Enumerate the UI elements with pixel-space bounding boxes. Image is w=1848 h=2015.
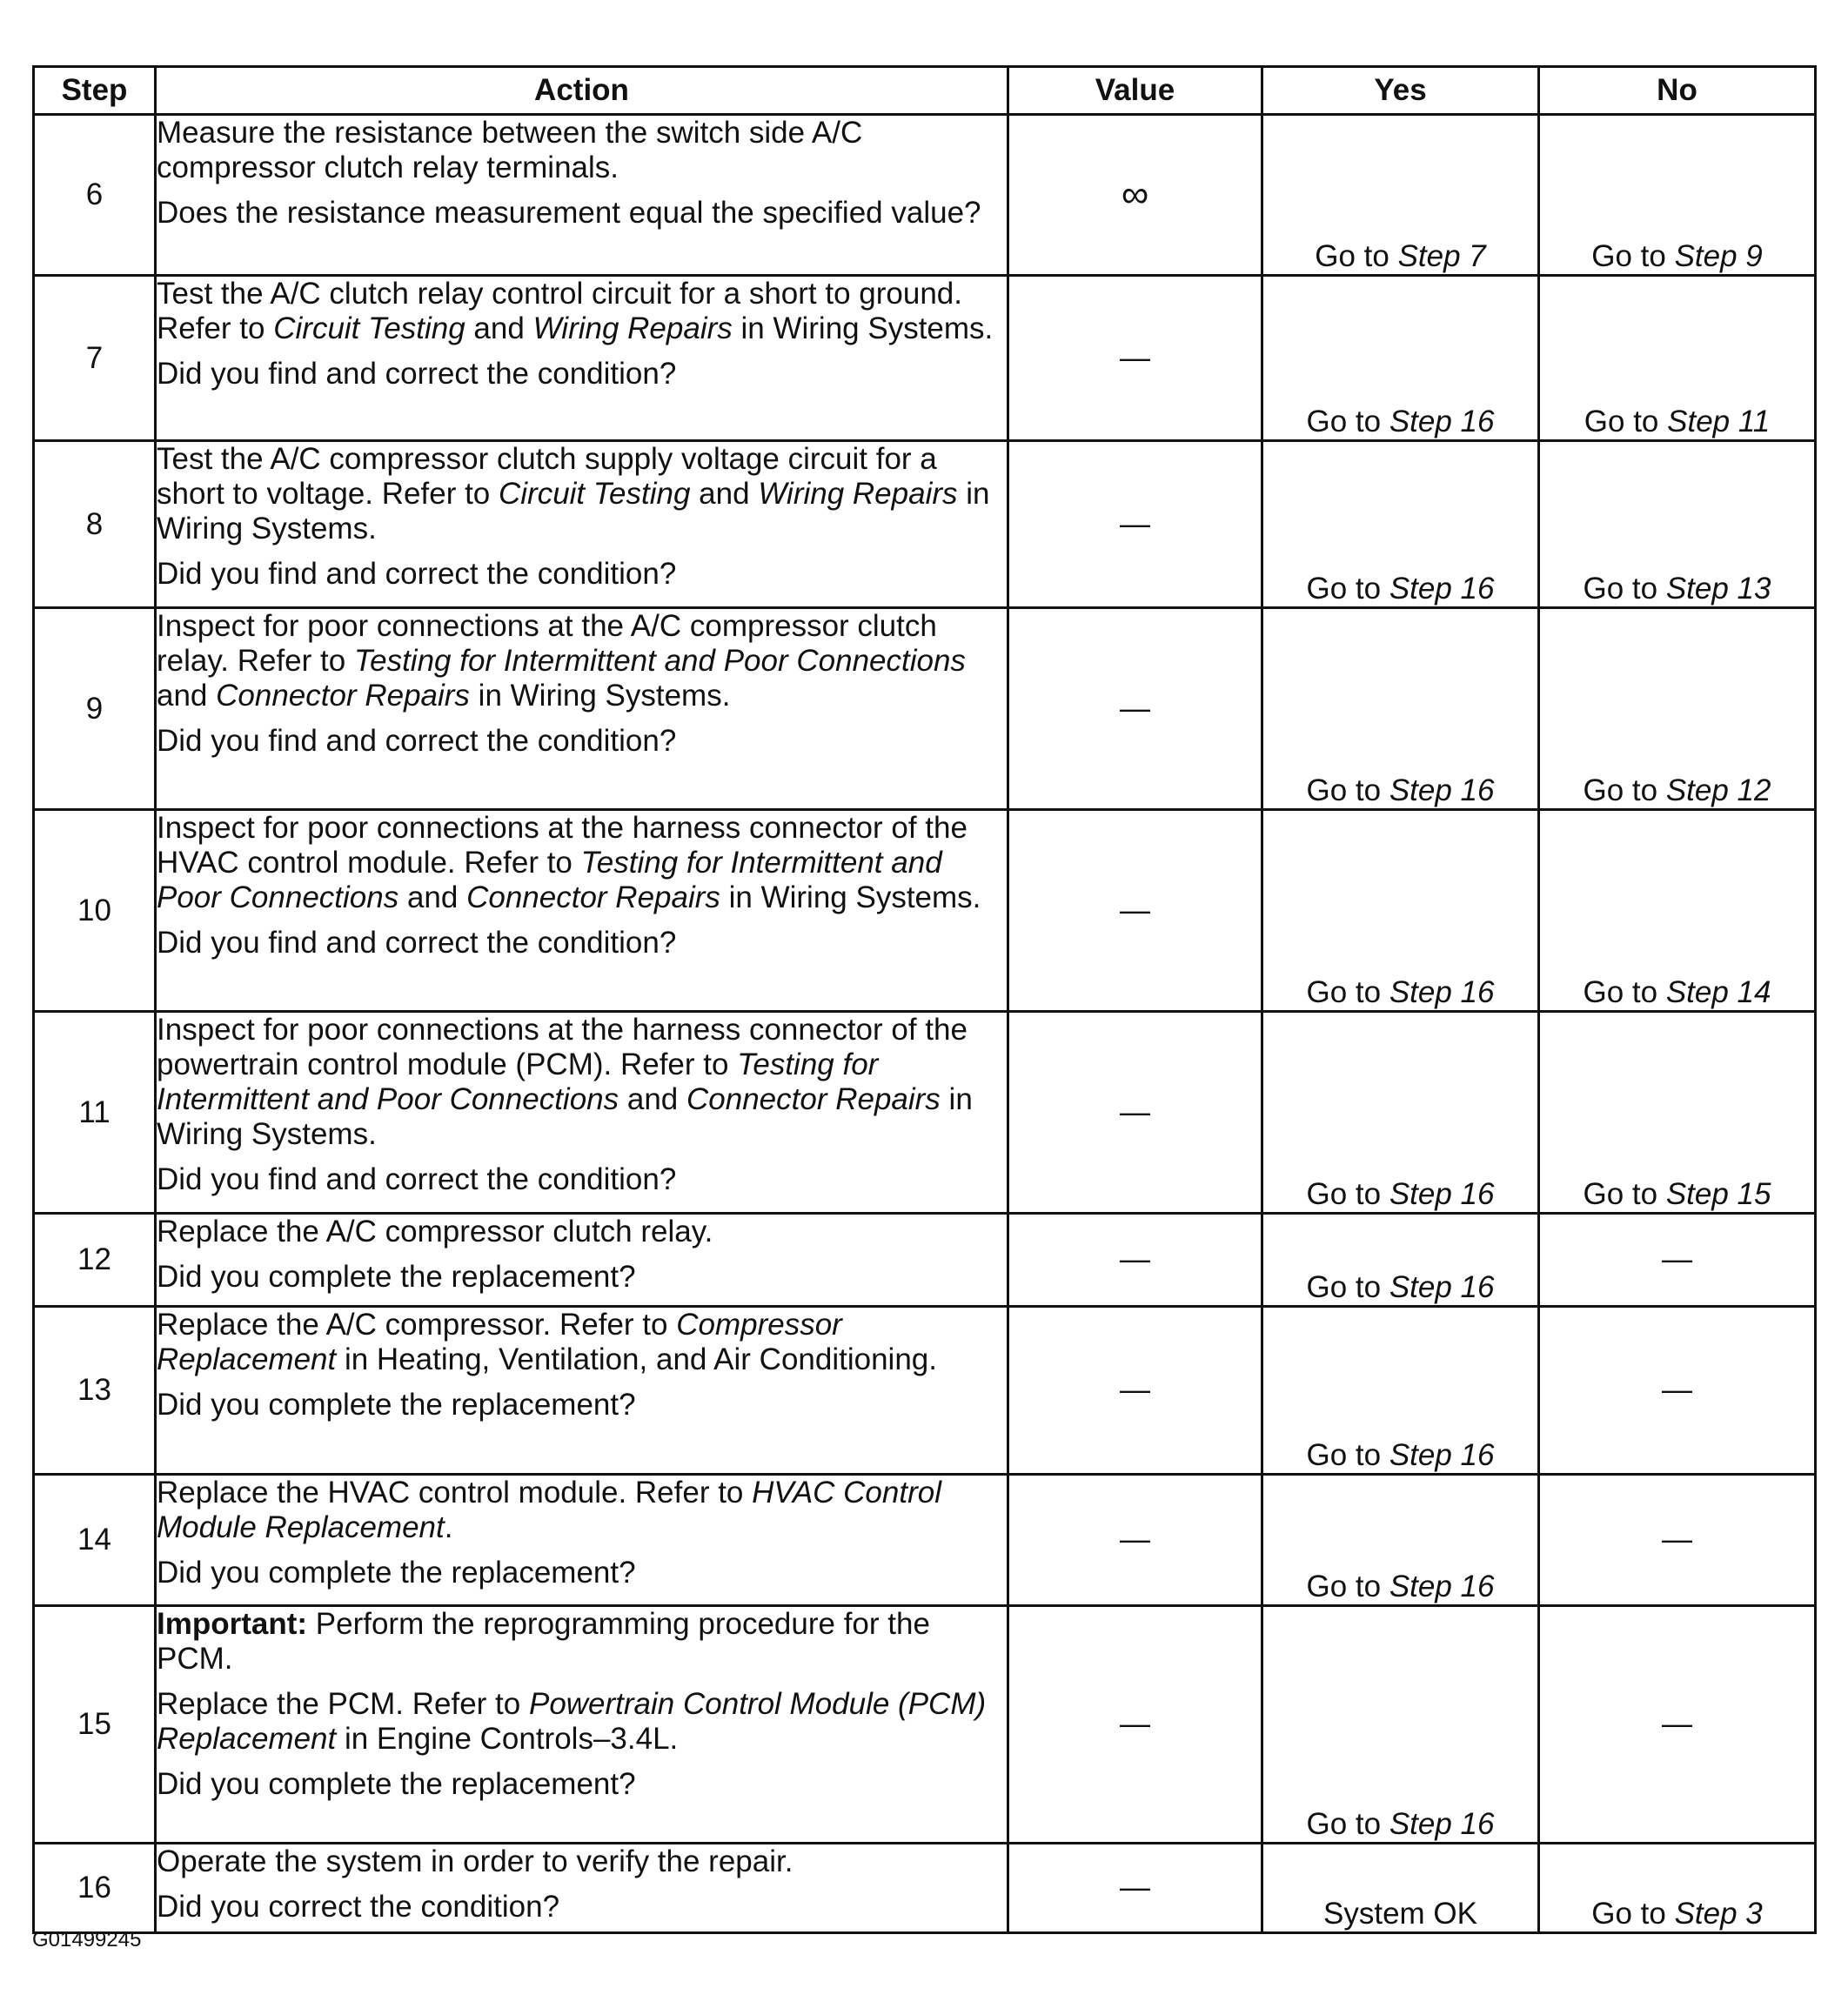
action-text: Inspect for poor connections at the A/C compressor clutch relay. Refer to: [157, 609, 937, 678]
action-text: Replace the PCM. Refer to: [157, 1687, 529, 1721]
yes-go-to-label: Go to: [1306, 1807, 1389, 1841]
action-text: Did you complete the replacement?: [157, 1260, 636, 1294]
header-row: [34, 67, 1816, 115]
action-paragraph: [157, 1687, 1007, 1757]
action-paragraph: [157, 1162, 1007, 1197]
no-dash: —: [1662, 1242, 1692, 1276]
action-text: in Wiring Systems.: [157, 1082, 973, 1151]
action-paragraph: [157, 926, 1007, 961]
action-paragraph: [157, 811, 1007, 915]
action-paragraph: [157, 609, 1007, 713]
action-text: Does the resistance measurement equal the specified value?: [157, 196, 981, 230]
value-cell: —: [1008, 1606, 1262, 1844]
action-text: Replace the HVAC control module. Refer to: [157, 1476, 753, 1510]
action-paragraph: [157, 116, 1007, 185]
no-cell: [1539, 1475, 1816, 1606]
no-go-to-label: Go to: [1591, 239, 1675, 273]
step-number: 6: [34, 115, 156, 276]
yes-step-ref: Step 7: [1397, 239, 1486, 273]
step-number: 9: [34, 608, 156, 810]
action-paragraph: [157, 1476, 1007, 1545]
action-paragraph: [157, 557, 1007, 592]
action-reference-text: Powertrain Control Module (PCM) Replacement: [157, 1687, 987, 1756]
action-text: and: [157, 679, 217, 713]
action-reference-text: HVAC Control Module Replacement: [157, 1476, 941, 1544]
no-cell: [1539, 441, 1816, 608]
no-dash: —: [1662, 1707, 1692, 1741]
no-go-to-label: Go to: [1583, 773, 1666, 807]
action-cell: [156, 1307, 1008, 1475]
action-paragraph: [157, 1607, 1007, 1677]
action-cell: [156, 1606, 1008, 1844]
no-cell: [1539, 1214, 1816, 1307]
yes-go-to-label: Go to: [1306, 405, 1389, 438]
no-go-to-label: Go to: [1583, 1177, 1666, 1211]
action-paragraph: [157, 277, 1007, 346]
table-row: [34, 1475, 1816, 1606]
yes-step-ref: Step 16: [1389, 572, 1495, 606]
action-paragraph: [157, 1260, 1007, 1295]
no-step-ref: Step 15: [1665, 1177, 1771, 1211]
step-number: 16: [34, 1844, 156, 1933]
no-cell: [1539, 115, 1816, 276]
value-cell: —: [1008, 1307, 1262, 1475]
figure-id: G01499245: [32, 1928, 142, 1951]
no-go-to-label: Go to: [1591, 1897, 1675, 1931]
action-paragraph: [157, 724, 1007, 759]
action-text: in Heating, Ventilation, and Air Conditioning.: [336, 1342, 937, 1376]
action-text: Did you complete the replacement?: [157, 1388, 636, 1422]
table-row: [34, 1606, 1816, 1844]
yes-cell: [1262, 1214, 1539, 1307]
action-reference-text: Connector Repairs: [466, 880, 720, 914]
step-number: 11: [34, 1012, 156, 1214]
yes-text: System OK: [1323, 1897, 1477, 1931]
step-number: 10: [34, 810, 156, 1012]
no-step-ref: Step 12: [1665, 773, 1771, 807]
no-cell: [1539, 1307, 1816, 1475]
value-cell: —: [1008, 608, 1262, 810]
action-text: in Wiring Systems.: [720, 880, 981, 914]
action-paragraph: [157, 1013, 1007, 1152]
yes-cell: [1262, 1475, 1539, 1606]
action-paragraph: [157, 442, 1007, 546]
yes-cell: [1262, 810, 1539, 1012]
action-text: Did you find and correct the condition?: [157, 557, 677, 591]
table-row: [34, 1214, 1816, 1307]
no-step-ref: Step 13: [1665, 572, 1771, 606]
action-cell: [156, 1475, 1008, 1606]
action-reference-text: Compressor Replacement: [157, 1308, 842, 1376]
yes-cell: [1262, 115, 1539, 276]
yes-step-ref: Step 16: [1389, 1570, 1495, 1603]
action-text: and: [690, 477, 759, 511]
action-reference-text: Circuit Testing: [498, 477, 691, 511]
yes-column-header: Yes: [1262, 67, 1539, 115]
action-cell: [156, 441, 1008, 608]
yes-step-ref: Step 16: [1389, 1177, 1495, 1211]
yes-step-ref: Step 16: [1389, 405, 1495, 438]
step-number: 8: [34, 441, 156, 608]
yes-cell: [1262, 1844, 1539, 1933]
action-text: Did you find and correct the condition?: [157, 357, 677, 391]
yes-step-ref: Step 16: [1389, 1270, 1495, 1304]
action-paragraph: [157, 196, 1007, 231]
action-text: Did you complete the replacement?: [157, 1767, 636, 1801]
action-paragraph: [157, 1215, 1007, 1249]
table-row: [34, 1844, 1816, 1933]
yes-step-ref: Step 16: [1389, 1807, 1495, 1841]
step-number: 12: [34, 1214, 156, 1307]
no-cell: [1539, 810, 1816, 1012]
action-reference-text: Wiring Repairs: [532, 311, 733, 345]
yes-cell: [1262, 608, 1539, 810]
no-go-to-label: Go to: [1584, 405, 1668, 438]
no-step-ref: Step 9: [1674, 239, 1763, 273]
action-cell: [156, 1844, 1008, 1933]
action-text: and: [465, 311, 533, 345]
yes-go-to-label: Go to: [1306, 1438, 1389, 1472]
no-step-ref: Step 11: [1667, 405, 1771, 438]
action-text: Did you correct the condition?: [157, 1890, 560, 1924]
action-text: and: [398, 880, 467, 914]
value-cell: ∞: [1008, 115, 1262, 276]
no-dash: —: [1662, 1523, 1692, 1556]
step-number: 14: [34, 1475, 156, 1606]
action-text: and: [619, 1082, 686, 1116]
yes-go-to-label: Go to: [1315, 239, 1398, 273]
yes-step-ref: Step 16: [1389, 1438, 1495, 1472]
action-text: Inspect for poor connections at the harness connector of the HVAC control module. Refer to: [157, 811, 968, 880]
yes-go-to-label: Go to: [1306, 1270, 1389, 1304]
action-paragraph: [157, 1890, 1007, 1925]
action-cell: [156, 1214, 1008, 1307]
table-row: [34, 810, 1816, 1012]
no-dash: —: [1662, 1373, 1692, 1407]
yes-cell: [1262, 1307, 1539, 1475]
yes-cell: [1262, 276, 1539, 441]
yes-cell: [1262, 1012, 1539, 1214]
value-column-header: Value: [1008, 67, 1262, 115]
action-paragraph: [157, 357, 1007, 392]
yes-cell: [1262, 441, 1539, 608]
action-text: Test the A/C clutch relay control circuit for a short to ground. Refer to: [157, 277, 962, 345]
action-reference-text: Testing for Intermittent and Poor Connections: [157, 846, 942, 914]
no-cell: [1539, 1844, 1816, 1933]
yes-go-to-label: Go to: [1306, 975, 1389, 1009]
action-text: in Wiring Systems.: [157, 477, 990, 546]
table-row: [34, 1012, 1816, 1214]
yes-go-to-label: Go to: [1306, 1177, 1389, 1211]
no-go-to-label: Go to: [1583, 572, 1666, 606]
action-cell: [156, 810, 1008, 1012]
action-paragraph: [157, 1767, 1007, 1802]
action-column-header: Action: [156, 67, 1008, 115]
action-text: .: [444, 1510, 453, 1544]
no-cell: [1539, 608, 1816, 810]
action-reference-text: Connector Repairs: [216, 679, 470, 713]
no-cell: [1539, 1012, 1816, 1214]
action-reference-text: Connector Repairs: [686, 1082, 941, 1116]
no-column-header: No: [1539, 67, 1816, 115]
value-cell: —: [1008, 1012, 1262, 1214]
yes-go-to-label: Go to: [1306, 1570, 1389, 1603]
action-text: in Wiring Systems.: [732, 311, 994, 345]
table-row: [34, 608, 1816, 810]
value-cell: —: [1008, 1475, 1262, 1606]
action-reference-text: Testing for Intermittent and Poor Connections: [157, 1048, 879, 1116]
action-text: Did you find and correct the condition?: [157, 724, 677, 758]
action-text: in Wiring Systems.: [469, 679, 731, 713]
value-cell: —: [1008, 810, 1262, 1012]
value-cell: —: [1008, 1214, 1262, 1307]
no-cell: [1539, 1606, 1816, 1844]
table-row: [34, 276, 1816, 441]
action-text: in Engine Controls–3.4L.: [336, 1722, 679, 1756]
diagnostic-table: [32, 65, 1817, 1934]
action-cell: [156, 115, 1008, 276]
value-cell: —: [1008, 276, 1262, 441]
yes-step-ref: Step 16: [1389, 773, 1495, 807]
table-row: [34, 441, 1816, 608]
yes-step-ref: Step 16: [1389, 975, 1495, 1009]
no-cell: [1539, 276, 1816, 441]
action-cell: [156, 276, 1008, 441]
table-row: [34, 115, 1816, 276]
value-cell: —: [1008, 441, 1262, 608]
action-paragraph: [157, 1308, 1007, 1377]
yes-go-to-label: Go to: [1306, 572, 1389, 606]
action-cell: [156, 608, 1008, 810]
action-text: Did you find and correct the condition?: [157, 1162, 677, 1196]
step-number: 7: [34, 276, 156, 441]
no-step-ref: Step 14: [1665, 975, 1771, 1009]
action-reference-text: Circuit Testing: [273, 311, 465, 345]
action-cell: [156, 1012, 1008, 1214]
action-text: Operate the system in order to verify the repair.: [157, 1844, 793, 1878]
action-text: Measure the resistance between the switch side A/C compressor clutch relay terminals.: [157, 116, 863, 184]
action-text: Test the A/C compressor clutch supply voltage circuit for a short to voltage. Refer to: [157, 442, 937, 511]
action-text: Did you find and correct the condition?: [157, 926, 677, 960]
step-number: 15: [34, 1606, 156, 1844]
action-text: Did you complete the replacement?: [157, 1556, 636, 1590]
step-column-header: Step: [34, 67, 156, 115]
action-paragraph: [157, 1556, 1007, 1590]
action-text: Perform the reprogramming procedure for the PCM.: [157, 1607, 930, 1676]
table-body: [34, 115, 1816, 1933]
step-number: 13: [34, 1307, 156, 1475]
value-cell: —: [1008, 1844, 1262, 1933]
important-label: Important:: [157, 1607, 308, 1641]
yes-cell: [1262, 1606, 1539, 1844]
action-text: Inspect for poor connections at the harness connector of the powertrain control module (PCM). Refer to: [157, 1013, 968, 1081]
no-step-ref: Step 3: [1674, 1897, 1763, 1931]
action-text: Replace the A/C compressor. Refer to: [157, 1308, 677, 1342]
action-reference-text: Wiring Repairs: [758, 477, 958, 511]
action-reference-text: Testing for Intermittent and Poor Connections: [353, 644, 966, 678]
table-row: [34, 1307, 1816, 1475]
action-paragraph: [157, 1844, 1007, 1879]
yes-go-to-label: Go to: [1306, 773, 1389, 807]
no-go-to-label: Go to: [1583, 975, 1666, 1009]
action-text: Replace the A/C compressor clutch relay.: [157, 1215, 713, 1248]
action-paragraph: [157, 1388, 1007, 1423]
